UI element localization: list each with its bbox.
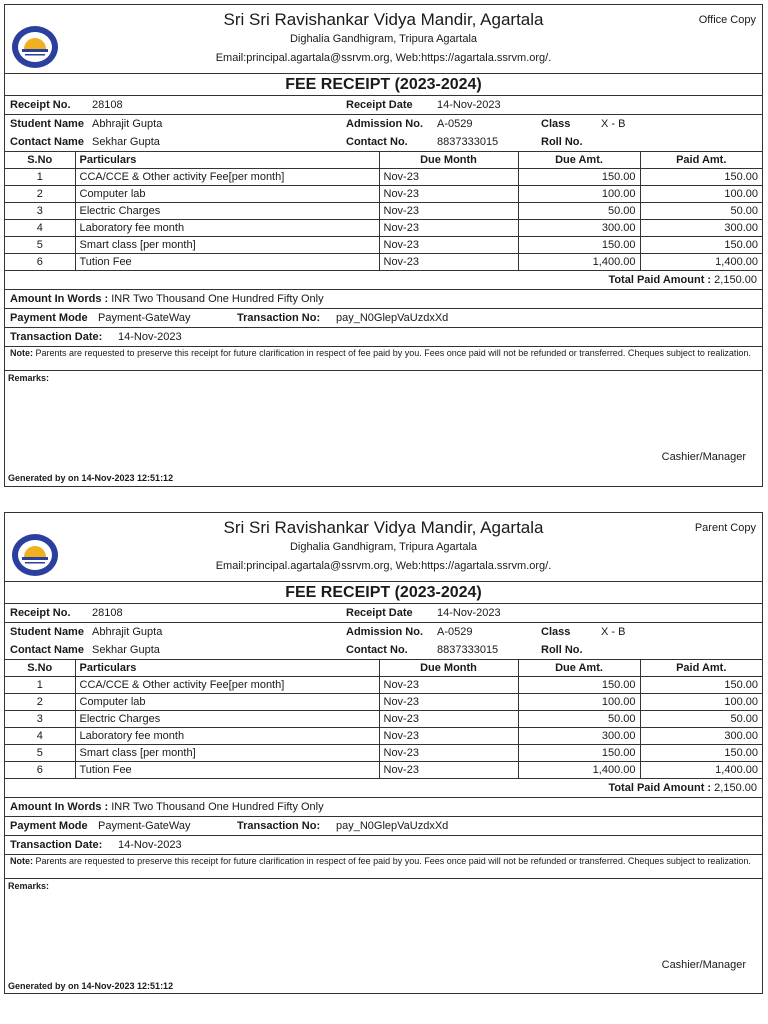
receipt-header bbox=[5, 5, 762, 74]
contact-name-value: Sekhar Gupta bbox=[92, 136, 160, 148]
total-paid-label: Total Paid Amount : bbox=[608, 782, 712, 794]
transaction-date-row bbox=[5, 836, 762, 855]
contact-name-value: Sekhar Gupta bbox=[92, 644, 160, 656]
table-row bbox=[5, 711, 762, 728]
row-paid-amt: 50.00 bbox=[640, 203, 762, 220]
table-row bbox=[5, 762, 762, 779]
payment-mode-label: Payment Mode bbox=[10, 312, 88, 324]
row-paid-amt: 300.00 bbox=[640, 728, 762, 745]
row-due-month: Nov-23 bbox=[379, 220, 518, 237]
receipt-info-row bbox=[5, 604, 762, 623]
row-due-amt: 150.00 bbox=[518, 169, 640, 186]
col-particulars: Particulars bbox=[75, 152, 379, 169]
row-sno: 5 bbox=[5, 237, 75, 254]
remarks-section bbox=[5, 879, 762, 993]
row-due-month: Nov-23 bbox=[379, 728, 518, 745]
row-due-amt: 150.00 bbox=[518, 745, 640, 762]
amount-words-label: Amount In Words : bbox=[10, 293, 109, 305]
receipt-header bbox=[5, 513, 762, 582]
amount-words-value: INR Two Thousand One Hundred Fifty Only bbox=[111, 801, 324, 813]
table-row bbox=[5, 237, 762, 254]
row-due-month: Nov-23 bbox=[379, 694, 518, 711]
col-paid-amt: Paid Amt. bbox=[640, 152, 762, 169]
student-info-row bbox=[5, 115, 762, 133]
table-row bbox=[5, 186, 762, 203]
contact-name-label: Contact Name bbox=[10, 644, 84, 656]
row-particulars: Computer lab bbox=[75, 694, 379, 711]
receipt-no-value: 28108 bbox=[92, 607, 123, 619]
class-label: Class bbox=[541, 118, 571, 130]
row-due-amt: 50.00 bbox=[518, 203, 640, 220]
row-paid-amt: 50.00 bbox=[640, 711, 762, 728]
contact-no-value: 8837333015 bbox=[437, 136, 499, 148]
row-particulars: CCA/CCE & Other activity Fee[per month] bbox=[75, 677, 379, 694]
row-paid-amt: 150.00 bbox=[640, 169, 762, 186]
transaction-no-label: Transaction No: bbox=[237, 820, 321, 832]
class-value: X - B bbox=[601, 118, 626, 130]
contact-no-label: Contact No. bbox=[346, 644, 408, 656]
receipt-title: FEE RECEIPT (2023-2024) bbox=[5, 582, 762, 604]
generated-footer: Generated by on 14-Nov-2023 12:51:12 bbox=[8, 473, 174, 483]
row-paid-amt: 150.00 bbox=[640, 745, 762, 762]
payment-mode-value: Payment-GateWay bbox=[98, 312, 191, 324]
row-particulars: Laboratory fee month bbox=[75, 728, 379, 745]
fee-table-header bbox=[5, 660, 762, 677]
row-particulars: Electric Charges bbox=[75, 711, 379, 728]
row-due-month: Nov-23 bbox=[379, 237, 518, 254]
row-due-month: Nov-23 bbox=[379, 762, 518, 779]
fee-table bbox=[5, 659, 762, 779]
row-particulars: Laboratory fee month bbox=[75, 220, 379, 237]
school-address: Dighalia Gandhigram, Tripura Agartala bbox=[289, 33, 478, 45]
receipt-date-value: 14-Nov-2023 bbox=[437, 607, 501, 619]
receipt-note bbox=[5, 347, 762, 371]
payment-mode-label: Payment Mode bbox=[10, 820, 88, 832]
row-due-amt: 50.00 bbox=[518, 711, 640, 728]
receipt-no-value: 28108 bbox=[92, 99, 123, 111]
receipt-no-label: Receipt No. bbox=[10, 99, 71, 111]
row-sno: 1 bbox=[5, 169, 75, 186]
row-particulars: Smart class [per month] bbox=[75, 237, 379, 254]
note-label: Note: bbox=[10, 856, 33, 866]
roll-no-label: Roll No. bbox=[541, 644, 583, 656]
table-row bbox=[5, 745, 762, 762]
row-paid-amt: 1,400.00 bbox=[640, 762, 762, 779]
row-paid-amt: 150.00 bbox=[640, 677, 762, 694]
school-contact: Email:principal.agartala@ssrvm.org, Web:https://agartala.ssrvm.org/. bbox=[215, 560, 552, 572]
row-due-month: Nov-23 bbox=[379, 254, 518, 271]
row-sno: 1 bbox=[5, 677, 75, 694]
payment-row bbox=[5, 309, 762, 328]
roll-no-label: Roll No. bbox=[541, 136, 583, 148]
row-particulars: Tution Fee bbox=[75, 254, 379, 271]
row-paid-amt: 150.00 bbox=[640, 237, 762, 254]
student-name-label: Student Name bbox=[10, 118, 84, 130]
row-sno: 4 bbox=[5, 220, 75, 237]
amount-words-label: Amount In Words : bbox=[10, 801, 109, 813]
row-due-amt: 1,400.00 bbox=[518, 254, 640, 271]
note-text: Parents are requested to preserve this receipt for future clarification in respect of fee paid by you. Fees once paid will not be refunded or transferred. Cheques subject to realization. bbox=[33, 348, 751, 358]
contact-no-label: Contact No. bbox=[346, 136, 408, 148]
admission-no-value: A-0529 bbox=[437, 118, 473, 130]
contact-info-row bbox=[5, 133, 762, 151]
row-particulars: Electric Charges bbox=[75, 203, 379, 220]
admission-no-value: A-0529 bbox=[437, 626, 473, 638]
transaction-date-row bbox=[5, 328, 762, 347]
student-name-label: Student Name bbox=[10, 626, 84, 638]
table-row bbox=[5, 694, 762, 711]
row-due-month: Nov-23 bbox=[379, 677, 518, 694]
row-particulars: Tution Fee bbox=[75, 762, 379, 779]
row-due-amt: 100.00 bbox=[518, 186, 640, 203]
row-due-month: Nov-23 bbox=[379, 203, 518, 220]
col-particulars: Particulars bbox=[75, 660, 379, 677]
contact-name-label: Contact Name bbox=[10, 136, 84, 148]
col-due-month: Due Month bbox=[379, 660, 518, 677]
row-sno: 5 bbox=[5, 745, 75, 762]
transaction-no-label: Transaction No: bbox=[237, 312, 321, 324]
school-contact: Email:principal.agartala@ssrvm.org, Web:https://agartala.ssrvm.org/. bbox=[215, 52, 552, 64]
class-label: Class bbox=[541, 626, 571, 638]
receipt-title: FEE RECEIPT (2023-2024) bbox=[5, 74, 762, 96]
admission-no-label: Admission No. bbox=[346, 118, 424, 130]
row-due-month: Nov-23 bbox=[379, 711, 518, 728]
row-due-amt: 150.00 bbox=[518, 237, 640, 254]
total-paid bbox=[5, 271, 762, 290]
contact-info-row bbox=[5, 641, 762, 659]
row-particulars: Smart class [per month] bbox=[75, 745, 379, 762]
row-due-month: Nov-23 bbox=[379, 169, 518, 186]
school-address: Dighalia Gandhigram, Tripura Agartala bbox=[289, 541, 478, 553]
payment-mode-value: Payment-GateWay bbox=[98, 820, 191, 832]
row-sno: 2 bbox=[5, 694, 75, 711]
table-row bbox=[5, 728, 762, 745]
receipt-date-value: 14-Nov-2023 bbox=[437, 99, 501, 111]
contact-no-value: 8837333015 bbox=[437, 644, 499, 656]
cashier-signature-label: Cashier/Manager bbox=[661, 959, 746, 971]
row-paid-amt: 100.00 bbox=[640, 186, 762, 203]
transaction-date-label: Transaction Date: bbox=[10, 839, 103, 851]
table-row bbox=[5, 677, 762, 694]
transaction-date-label: Transaction Date: bbox=[10, 331, 103, 343]
student-name-value: Abhrajit Gupta bbox=[92, 626, 163, 638]
copy-label: Parent Copy bbox=[694, 522, 756, 534]
school-name: Sri Sri Ravishankar Vidya Mandir, Agartala bbox=[223, 518, 544, 537]
total-paid-label: Total Paid Amount : bbox=[608, 274, 712, 286]
remarks-label: Remarks: bbox=[8, 881, 50, 891]
transaction-date-value: 14-Nov-2023 bbox=[118, 839, 182, 851]
amount-in-words bbox=[5, 290, 762, 309]
row-due-month: Nov-23 bbox=[379, 745, 518, 762]
col-due-amt: Due Amt. bbox=[518, 660, 640, 677]
receipt-info-row bbox=[5, 96, 762, 115]
table-row bbox=[5, 254, 762, 271]
transaction-no-value: pay_N0GlepVaUzdxXd bbox=[336, 312, 449, 324]
col-sno: S.No bbox=[5, 152, 75, 169]
admission-no-label: Admission No. bbox=[346, 626, 424, 638]
row-paid-amt: 300.00 bbox=[640, 220, 762, 237]
table-row bbox=[5, 220, 762, 237]
row-sno: 3 bbox=[5, 711, 75, 728]
transaction-date-value: 14-Nov-2023 bbox=[118, 331, 182, 343]
row-due-month: Nov-23 bbox=[379, 186, 518, 203]
total-paid-value: 2,150.00 bbox=[714, 782, 757, 794]
col-due-amt: Due Amt. bbox=[518, 152, 640, 169]
total-paid bbox=[5, 779, 762, 798]
row-sno: 3 bbox=[5, 203, 75, 220]
class-value: X - B bbox=[601, 626, 626, 638]
parent-copy-receipt bbox=[4, 512, 763, 994]
row-sno: 2 bbox=[5, 186, 75, 203]
col-paid-amt: Paid Amt. bbox=[640, 660, 762, 677]
table-row bbox=[5, 169, 762, 186]
row-due-amt: 100.00 bbox=[518, 694, 640, 711]
row-sno: 4 bbox=[5, 728, 75, 745]
student-name-value: Abhrajit Gupta bbox=[92, 118, 163, 130]
transaction-no-value: pay_N0GlepVaUzdxXd bbox=[336, 820, 449, 832]
receipt-note bbox=[5, 855, 762, 879]
remarks-label: Remarks: bbox=[8, 373, 50, 383]
table-row bbox=[5, 203, 762, 220]
receipt-date-label: Receipt Date bbox=[346, 607, 413, 619]
generated-footer: Generated by on 14-Nov-2023 12:51:12 bbox=[8, 981, 174, 991]
row-sno: 6 bbox=[5, 254, 75, 271]
row-due-amt: 150.00 bbox=[518, 677, 640, 694]
fee-table bbox=[5, 151, 762, 271]
col-sno: S.No bbox=[5, 660, 75, 677]
row-paid-amt: 100.00 bbox=[640, 694, 762, 711]
office-copy-receipt bbox=[4, 4, 763, 487]
col-due-month: Due Month bbox=[379, 152, 518, 169]
row-particulars: CCA/CCE & Other activity Fee[per month] bbox=[75, 169, 379, 186]
receipt-date-label: Receipt Date bbox=[346, 99, 413, 111]
school-name: Sri Sri Ravishankar Vidya Mandir, Agartala bbox=[223, 10, 544, 29]
row-due-amt: 300.00 bbox=[518, 220, 640, 237]
copy-label: Office Copy bbox=[698, 14, 756, 26]
row-particulars: Computer lab bbox=[75, 186, 379, 203]
payment-row bbox=[5, 817, 762, 836]
row-paid-amt: 1,400.00 bbox=[640, 254, 762, 271]
remarks-section bbox=[5, 371, 762, 485]
total-paid-value: 2,150.00 bbox=[714, 274, 757, 286]
row-sno: 6 bbox=[5, 762, 75, 779]
row-due-amt: 1,400.00 bbox=[518, 762, 640, 779]
student-info-row bbox=[5, 623, 762, 641]
amount-in-words bbox=[5, 798, 762, 817]
note-text: Parents are requested to preserve this receipt for future clarification in respect of fee paid by you. Fees once paid will not be refunded or transferred. Cheques subject to realization. bbox=[33, 856, 751, 866]
row-due-amt: 300.00 bbox=[518, 728, 640, 745]
amount-words-value: INR Two Thousand One Hundred Fifty Only bbox=[111, 293, 324, 305]
cashier-signature-label: Cashier/Manager bbox=[661, 451, 746, 463]
note-label: Note: bbox=[10, 348, 33, 358]
receipt-no-label: Receipt No. bbox=[10, 607, 71, 619]
fee-table-header bbox=[5, 152, 762, 169]
